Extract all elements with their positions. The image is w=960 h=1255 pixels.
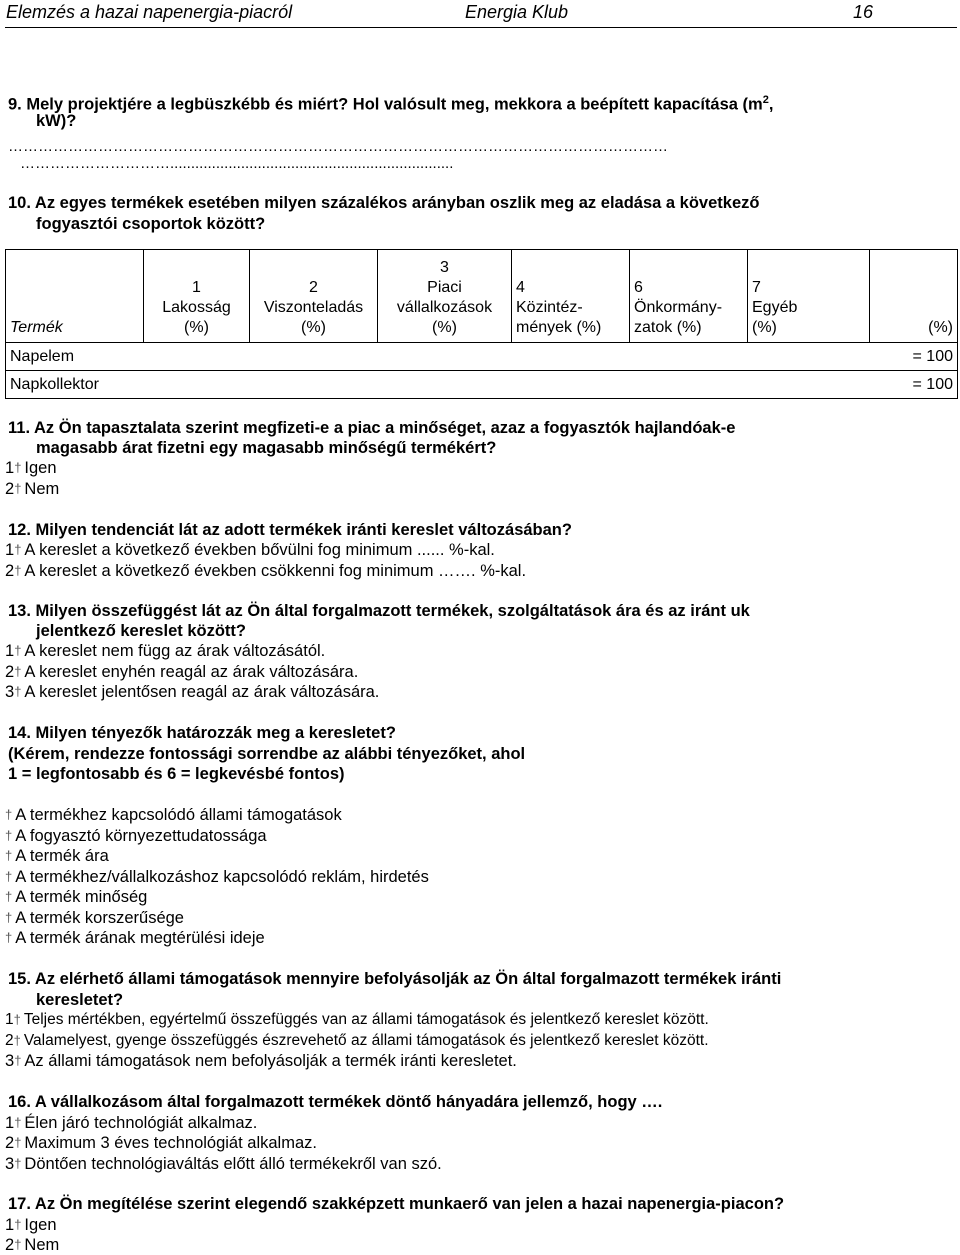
col-egyeb: 7 Egyéb (%) [748,250,870,343]
question-14-line2: (Kérem, rendezze fontossági sorrendbe az alábbi tényezőket, ahol [8,745,526,763]
col-piaci: 3 Piaci vállalkozások (%) [378,250,512,343]
rank-box-icon[interactable]: † [5,869,13,884]
rank-box-icon[interactable]: † [5,807,13,822]
question-11-line2: magasabb árat fizetni egy magasabb minőségű termékért? [36,439,497,457]
page-number: 16 [853,2,874,22]
header-title: Elemzés a hazai napenergia-piacról [6,2,293,22]
distribution-table [5,249,958,399]
option-nem[interactable]: 2† Nem [5,1236,60,1254]
option-1[interactable]: 1† Teljes mértékben, egyértelmű összefüggés van az állami támogatások és jelentkező kereslet között. [5,1011,709,1028]
rank-box-icon[interactable]: † [5,889,13,904]
rank-item[interactable]: † A termékhez/vállalkozáshoz kapcsolódó reklám, hirdetés [5,868,429,886]
col-kozintezmenyek: 4 Közintéz- mények (%) [512,250,630,343]
rank-box-icon[interactable]: † [5,828,13,843]
checkbox-icon[interactable]: † [13,1033,21,1048]
col-lakossag: 1 Lakosság (%) [144,250,250,343]
row-total: = 100 [870,371,958,399]
option-3[interactable]: 3† Az állami támogatások nem befolyásolják a termék iránti keresletet. [5,1052,517,1070]
question-9-text: 9. Mely projektjére a legbüszkébb és miért? Hol valósult meg, mekkora a beépített kapacítása (m [8,95,763,114]
checkbox-icon[interactable]: † [14,1135,22,1150]
option-2[interactable]: 2† Maximum 3 éves technológiát alkalmaz. [5,1134,317,1152]
question-15-line2: keresletet? [36,991,124,1009]
row-label: Napelem [6,343,870,371]
col-onkormanyzatok: 6 Önkormány- zatok (%) [630,250,748,343]
checkbox-icon[interactable]: † [14,1237,22,1252]
table-corner: Termék [6,250,144,343]
option-2[interactable]: 2† Valamelyest, gyenge összefüggés észrevehető az állami támogatások és jelentkező kereslet között. [5,1032,709,1049]
question-10: 10. Az egyes termékek esetében milyen százalékos arányban oszlik meg az eladása a következő [8,194,760,212]
option-1[interactable]: 1† A kereslet nem függ az árak változásától. [5,642,326,660]
checkbox-icon[interactable]: † [14,684,22,699]
checkbox-icon[interactable]: † [14,1156,22,1171]
option-igen[interactable]: 1† Igen [5,459,57,477]
question-9-line2: kW)? [36,112,77,130]
table-row [6,343,958,371]
rank-item[interactable]: † A termék minőség [5,888,148,906]
answer-dots-2[interactable]: ………………………….................................................................... [20,155,454,172]
question-12: 12. Milyen tendenciát lát az adott termékek iránti kereslet változásában? [8,521,572,539]
checkbox-icon[interactable]: † [14,542,22,557]
question-13: 13. Milyen összefüggést lát az Ön által forgalmazott termékek, szolgáltatások ára és az iránt uk [8,602,750,620]
checkbox-icon[interactable]: † [14,1115,22,1130]
superscript: 2 [762,94,769,106]
checkbox-icon[interactable]: † [13,1012,21,1027]
checkbox-icon[interactable]: † [14,481,22,496]
rank-item[interactable]: † A termék árának megtérülési ideje [5,929,265,947]
rank-box-icon[interactable]: † [5,930,13,945]
option-2[interactable]: 2† A kereslet enyhén reagál az árak változására. [5,663,359,681]
question-14-line3: 1 = legfontosabb és 6 = legkevésbé fontos) [8,765,345,783]
option-3[interactable]: 3† Döntően technológiaváltás előtt álló termékekről van szó. [5,1155,442,1173]
option-1[interactable]: 1† Élen járó technológiát alkalmaz. [5,1114,258,1132]
option-3[interactable]: 3† A kereslet jelentősen reagál az árak változására. [5,683,380,701]
question-13-line2: jelentkező kereslet között? [36,622,246,640]
question-9-comma: , [768,95,774,114]
header-rule [5,27,957,28]
row-label: Napkollektor [6,371,870,399]
question-17: 17. Az Ön megítélése szerint elegendő szakképzett munkaerő van jelen a hazai napenergia-piacon? [8,1195,785,1213]
rank-item[interactable]: † A termék ára [5,847,109,865]
answer-dots-1[interactable]: …………………………………………………………………………………………………………………… [8,138,668,155]
header-org: Energia Klub [465,2,569,22]
table-row [6,371,958,399]
question-11: 11. Az Ön tapasztalata szerint megfizeti-e a piac a minőséget, azaz a fogyasztók hajlandóak-e [8,419,736,437]
question-10-line2: fogyasztói csoportok között? [36,215,266,233]
row-total: = 100 [870,343,958,371]
col-total: (%) [870,250,958,343]
option-1[interactable]: 1† A kereslet a következő években bővülni fog minimum ...... %-kal. [5,541,495,559]
option-nem[interactable]: 2† Nem [5,480,60,498]
rank-item[interactable]: † A termék korszerűsége [5,909,184,927]
rank-box-icon[interactable]: † [5,848,13,863]
option-igen[interactable]: 1† Igen [5,1216,57,1234]
question-15: 15. Az elérhető állami támogatások mennyire befolyásolják az Ön által forgalmazott termékek iránti [8,970,782,988]
col-viszonteladas: 2 Viszonteladás (%) [250,250,378,343]
checkbox-icon[interactable]: † [14,460,22,475]
question-9 [8,90,773,115]
checkbox-icon[interactable]: † [14,563,22,578]
checkbox-icon[interactable]: † [14,664,22,679]
rank-box-icon[interactable]: † [5,910,13,925]
question-16: 16. A vállalkozásom által forgalmazott termékek döntő hányadára jellemző, hogy …. [8,1093,663,1111]
question-14: 14. Milyen tényezők határozzák meg a keresletet? [8,724,396,742]
checkbox-icon[interactable]: † [14,1217,22,1232]
checkbox-icon[interactable]: † [14,643,22,658]
checkbox-icon[interactable]: † [14,1053,22,1068]
rank-item[interactable]: † A termékhez kapcsolódó állami támogatások [5,806,342,824]
rank-item[interactable]: † A fogyasztó környezettudatossága [5,827,267,845]
option-2[interactable]: 2† A kereslet a következő években csökkenni fog minimum ……. %-kal. [5,562,527,580]
